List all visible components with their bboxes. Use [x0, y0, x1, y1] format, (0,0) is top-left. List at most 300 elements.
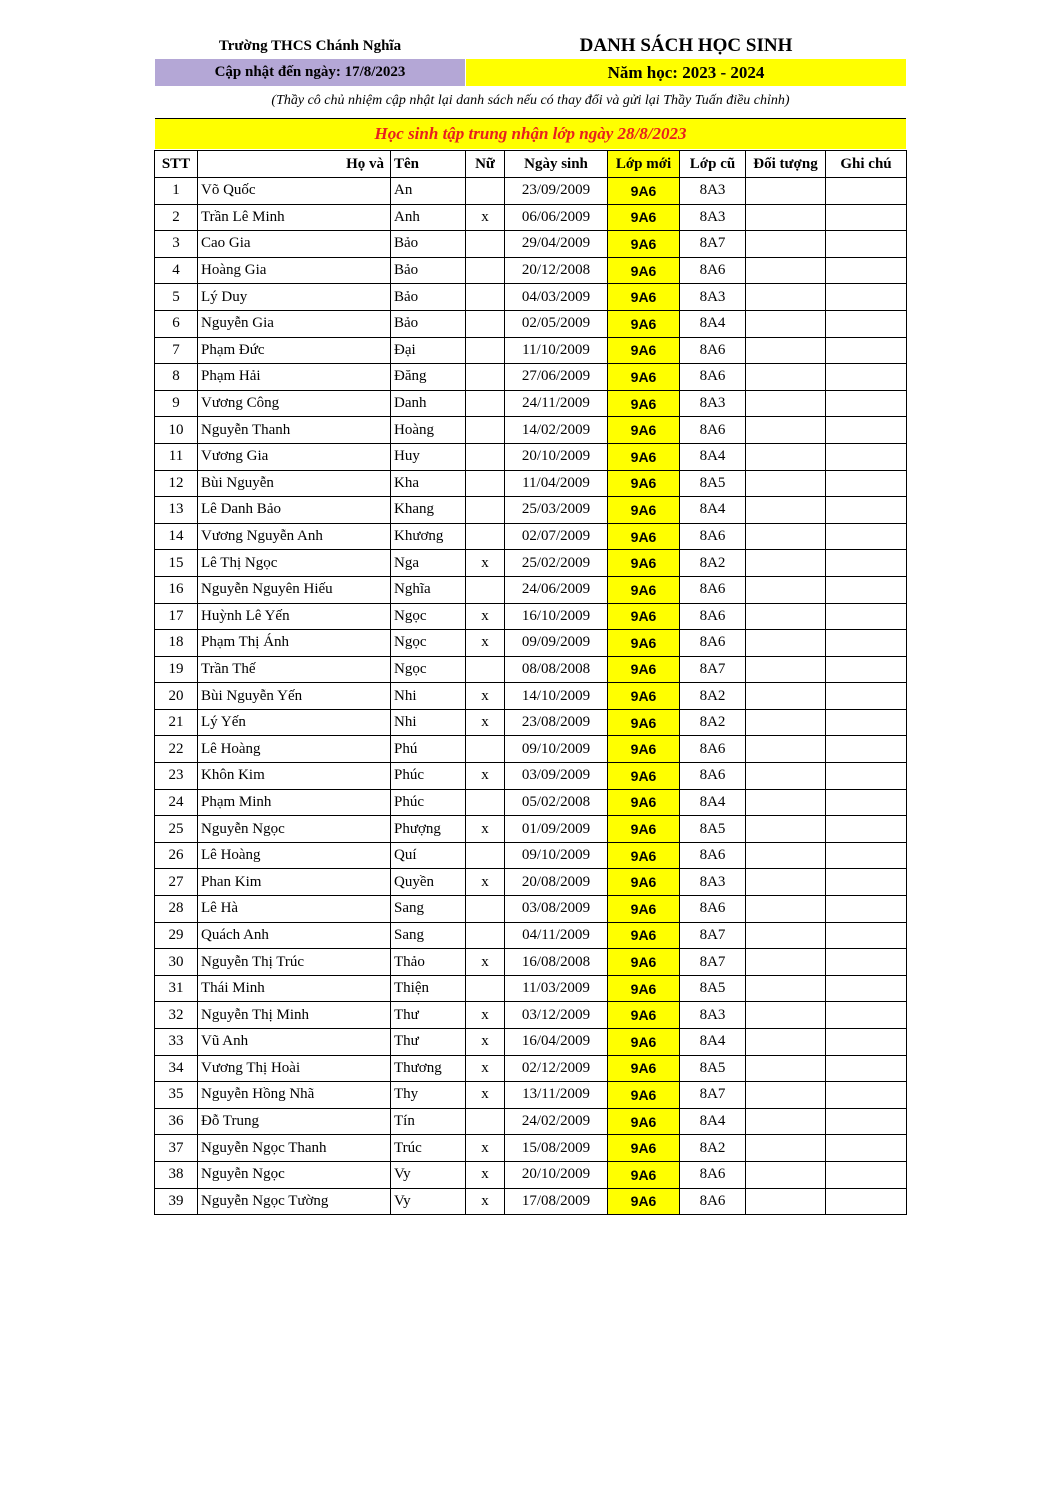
cell-doi-tuong	[746, 523, 826, 550]
cell-nu	[466, 390, 505, 417]
cell-ngay-sinh: 08/08/2008	[505, 656, 608, 683]
cell-stt: 37	[155, 1135, 198, 1162]
cell-lop-cu: 8A5	[680, 816, 746, 843]
cell-stt: 13	[155, 497, 198, 524]
cell-lop-moi: 9A6	[608, 1055, 680, 1082]
table-row	[155, 178, 907, 205]
cell-stt: 31	[155, 975, 198, 1002]
cell-doi-tuong	[746, 497, 826, 524]
cell-lop-moi: 9A6	[608, 816, 680, 843]
cell-nu: x	[466, 949, 505, 976]
cell-lop-cu: 8A6	[680, 523, 746, 550]
cell-ho: Lê Hoàng	[198, 842, 391, 869]
cell-nu	[466, 842, 505, 869]
cell-ngay-sinh: 23/08/2009	[505, 709, 608, 736]
cell-doi-tuong	[746, 736, 826, 763]
assembly-banner: Học sinh tập trung nhận lớp ngày 28/8/2023	[155, 118, 906, 149]
table-row	[155, 417, 907, 444]
cell-nu: x	[466, 709, 505, 736]
cell-ghi-chu	[826, 630, 907, 657]
cell-nu: x	[466, 1135, 505, 1162]
cell-ghi-chu	[826, 789, 907, 816]
cell-doi-tuong	[746, 257, 826, 284]
cell-lop-cu: 8A6	[680, 1161, 746, 1188]
cell-ten: Bảo	[391, 310, 466, 337]
cell-lop-moi: 9A6	[608, 842, 680, 869]
cell-ngay-sinh: 06/06/2009	[505, 204, 608, 231]
cell-stt: 32	[155, 1002, 198, 1029]
cell-stt: 23	[155, 763, 198, 790]
cell-ghi-chu	[826, 656, 907, 683]
table-row	[155, 284, 907, 311]
cell-ho: Khôn Kim	[198, 763, 391, 790]
cell-ngay-sinh: 04/11/2009	[505, 922, 608, 949]
cell-doi-tuong	[746, 1135, 826, 1162]
cell-lop-moi: 9A6	[608, 417, 680, 444]
cell-ghi-chu	[826, 1135, 907, 1162]
cell-lop-moi: 9A6	[608, 231, 680, 258]
cell-lop-moi: 9A6	[608, 364, 680, 391]
cell-ho: Vương Gia	[198, 443, 391, 470]
cell-ngay-sinh: 11/03/2009	[505, 975, 608, 1002]
cell-stt: 5	[155, 284, 198, 311]
cell-doi-tuong	[746, 683, 826, 710]
cell-ghi-chu	[826, 470, 907, 497]
cell-lop-moi: 9A6	[608, 789, 680, 816]
cell-ngay-sinh: 24/06/2009	[505, 576, 608, 603]
cell-ngay-sinh: 03/09/2009	[505, 763, 608, 790]
cell-ngay-sinh: 02/12/2009	[505, 1055, 608, 1082]
cell-lop-moi: 9A6	[608, 922, 680, 949]
cell-ten: Hoàng	[391, 417, 466, 444]
cell-ngay-sinh: 02/05/2009	[505, 310, 608, 337]
cell-stt: 3	[155, 231, 198, 258]
cell-ngay-sinh: 20/08/2009	[505, 869, 608, 896]
cell-stt: 33	[155, 1029, 198, 1056]
cell-lop-cu: 8A6	[680, 630, 746, 657]
cell-doi-tuong	[746, 789, 826, 816]
cell-nu	[466, 497, 505, 524]
cell-ten: Thiện	[391, 975, 466, 1002]
cell-stt: 8	[155, 364, 198, 391]
cell-doi-tuong	[746, 284, 826, 311]
cell-ten: Thy	[391, 1082, 466, 1109]
update-note: (Thầy cô chủ nhiệm cập nhật lại danh sách nếu có thay đổi và gửi lại Thầy Tuấn điều chỉnh)	[271, 93, 790, 108]
cell-lop-moi: 9A6	[608, 763, 680, 790]
cell-stt: 11	[155, 443, 198, 470]
cell-lop-cu: 8A6	[680, 896, 746, 923]
cell-ngay-sinh: 02/07/2009	[505, 523, 608, 550]
cell-ten: Thương	[391, 1055, 466, 1082]
cell-ho: Nguyễn Ngọc	[198, 816, 391, 843]
table-row	[155, 656, 907, 683]
cell-lop-moi: 9A6	[608, 497, 680, 524]
table-row	[155, 1161, 907, 1188]
cell-nu: x	[466, 1161, 505, 1188]
cell-doi-tuong	[746, 178, 826, 205]
cell-ho: Lê Hà	[198, 896, 391, 923]
cell-ten: An	[391, 178, 466, 205]
table-row	[155, 1082, 907, 1109]
cell-nu	[466, 896, 505, 923]
cell-ghi-chu	[826, 709, 907, 736]
cell-ho: Cao Gia	[198, 231, 391, 258]
table-row	[155, 443, 907, 470]
cell-ghi-chu	[826, 550, 907, 577]
table-row	[155, 470, 907, 497]
cell-ten: Thư	[391, 1002, 466, 1029]
cell-ho: Vương Thị Hoài	[198, 1055, 391, 1082]
cell-ngay-sinh: 20/12/2008	[505, 257, 608, 284]
cell-ho: Nguyễn Gia	[198, 310, 391, 337]
cell-lop-cu: 8A3	[680, 869, 746, 896]
cell-ten: Quyền	[391, 869, 466, 896]
cell-lop-cu: 8A3	[680, 1002, 746, 1029]
cell-stt: 38	[155, 1161, 198, 1188]
cell-lop-cu: 8A4	[680, 1029, 746, 1056]
cell-stt: 26	[155, 842, 198, 869]
cell-lop-moi: 9A6	[608, 576, 680, 603]
cell-stt: 7	[155, 337, 198, 364]
cell-ghi-chu	[826, 603, 907, 630]
cell-ten: Bảo	[391, 257, 466, 284]
table-row	[155, 896, 907, 923]
cell-ho: Phạm Đức	[198, 337, 391, 364]
cell-ten: Danh	[391, 390, 466, 417]
cell-doi-tuong	[746, 1161, 826, 1188]
cell-ten: Sang	[391, 896, 466, 923]
cell-doi-tuong	[746, 975, 826, 1002]
table-row	[155, 709, 907, 736]
table-row	[155, 630, 907, 657]
cell-ten: Bảo	[391, 284, 466, 311]
cell-lop-cu: 8A4	[680, 497, 746, 524]
cell-ghi-chu	[826, 763, 907, 790]
table-row	[155, 204, 907, 231]
table-row	[155, 1135, 907, 1162]
cell-nu	[466, 576, 505, 603]
cell-ngay-sinh: 27/06/2009	[505, 364, 608, 391]
table-row	[155, 257, 907, 284]
cell-ten: Huy	[391, 443, 466, 470]
cell-lop-moi: 9A6	[608, 736, 680, 763]
cell-ho: Nguyễn Thị Trúc	[198, 949, 391, 976]
cell-ten: Phú	[391, 736, 466, 763]
cell-lop-moi: 9A6	[608, 709, 680, 736]
cell-ho: Quách Anh	[198, 922, 391, 949]
cell-ten: Vy	[391, 1161, 466, 1188]
cell-ho: Lê Danh Bảo	[198, 497, 391, 524]
cell-stt: 28	[155, 896, 198, 923]
cell-ho: Lý Duy	[198, 284, 391, 311]
cell-nu	[466, 789, 505, 816]
cell-stt: 20	[155, 683, 198, 710]
cell-ho: Nguyễn Thị Minh	[198, 1002, 391, 1029]
cell-lop-cu: 8A7	[680, 949, 746, 976]
cell-ten: Ngọc	[391, 656, 466, 683]
cell-ghi-chu	[826, 257, 907, 284]
cell-ghi-chu	[826, 1188, 907, 1215]
cell-ho: Lê Thị Ngọc	[198, 550, 391, 577]
cell-doi-tuong	[746, 816, 826, 843]
cell-lop-cu: 8A7	[680, 656, 746, 683]
cell-lop-cu: 8A7	[680, 1082, 746, 1109]
cell-doi-tuong	[746, 1029, 826, 1056]
cell-nu: x	[466, 1082, 505, 1109]
cell-lop-moi: 9A6	[608, 869, 680, 896]
table-row	[155, 576, 907, 603]
cell-nu: x	[466, 1002, 505, 1029]
cell-nu: x	[466, 204, 505, 231]
cell-lop-cu: 8A2	[680, 1135, 746, 1162]
cell-lop-moi: 9A6	[608, 975, 680, 1002]
cell-ghi-chu	[826, 842, 907, 869]
cell-nu	[466, 523, 505, 550]
cell-lop-cu: 8A6	[680, 842, 746, 869]
cell-doi-tuong	[746, 470, 826, 497]
cell-ten: Khương	[391, 523, 466, 550]
cell-ngay-sinh: 03/12/2009	[505, 1002, 608, 1029]
cell-ho: Nguyễn Hồng Nhã	[198, 1082, 391, 1109]
cell-ghi-chu	[826, 497, 907, 524]
cell-ten: Anh	[391, 204, 466, 231]
cell-lop-moi: 9A6	[608, 1108, 680, 1135]
cell-stt: 16	[155, 576, 198, 603]
cell-lop-moi: 9A6	[608, 470, 680, 497]
cell-ghi-chu	[826, 364, 907, 391]
cell-ghi-chu	[826, 576, 907, 603]
cell-stt: 27	[155, 869, 198, 896]
cell-ho: Thái Minh	[198, 975, 391, 1002]
cell-doi-tuong	[746, 709, 826, 736]
cell-ho: Phạm Thị Ánh	[198, 630, 391, 657]
cell-lop-moi: 9A6	[608, 390, 680, 417]
cell-doi-tuong	[746, 656, 826, 683]
header-nu: Nữ	[466, 151, 505, 178]
cell-ho: Lý Yến	[198, 709, 391, 736]
cell-ghi-chu	[826, 523, 907, 550]
school-name: Trường THCS Chánh Nghĩa	[218, 38, 402, 54]
cell-ten: Bảo	[391, 231, 466, 258]
cell-ngay-sinh: 17/08/2009	[505, 1188, 608, 1215]
cell-stt: 25	[155, 816, 198, 843]
cell-stt: 39	[155, 1188, 198, 1215]
cell-lop-cu: 8A6	[680, 337, 746, 364]
cell-lop-cu: 8A4	[680, 1108, 746, 1135]
cell-stt: 30	[155, 949, 198, 976]
table-row	[155, 523, 907, 550]
cell-lop-cu: 8A5	[680, 470, 746, 497]
header-lop-moi: Lớp mới	[608, 151, 680, 178]
cell-doi-tuong	[746, 922, 826, 949]
cell-lop-cu: 8A4	[680, 443, 746, 470]
cell-stt: 9	[155, 390, 198, 417]
table-row	[155, 922, 907, 949]
cell-ho: Lê Hoàng	[198, 736, 391, 763]
cell-ngay-sinh: 03/08/2009	[505, 896, 608, 923]
cell-ten: Thảo	[391, 949, 466, 976]
cell-nu: x	[466, 630, 505, 657]
cell-ten: Ngọc	[391, 603, 466, 630]
cell-lop-moi: 9A6	[608, 284, 680, 311]
updated-date: Cập nhật đến ngày: 17/8/2023	[155, 59, 465, 86]
cell-ho: Phan Kim	[198, 869, 391, 896]
cell-stt: 34	[155, 1055, 198, 1082]
cell-ho: Phạm Minh	[198, 789, 391, 816]
cell-nu: x	[466, 683, 505, 710]
table-row	[155, 869, 907, 896]
school-year: Năm học: 2023 - 2024	[466, 59, 906, 86]
cell-lop-moi: 9A6	[608, 1135, 680, 1162]
cell-nu: x	[466, 603, 505, 630]
cell-nu: x	[466, 1055, 505, 1082]
table-row	[155, 1029, 907, 1056]
cell-ghi-chu	[826, 1029, 907, 1056]
cell-lop-cu: 8A6	[680, 763, 746, 790]
cell-nu	[466, 178, 505, 205]
cell-ten: Phúc	[391, 789, 466, 816]
cell-ngay-sinh: 25/03/2009	[505, 497, 608, 524]
cell-doi-tuong	[746, 1055, 826, 1082]
cell-ghi-chu	[826, 1082, 907, 1109]
cell-stt: 12	[155, 470, 198, 497]
table-row	[155, 310, 907, 337]
cell-lop-cu: 8A4	[680, 310, 746, 337]
cell-doi-tuong	[746, 603, 826, 630]
cell-doi-tuong	[746, 842, 826, 869]
cell-stt: 15	[155, 550, 198, 577]
table-row	[155, 390, 907, 417]
table-row	[155, 1188, 907, 1215]
cell-ho: Nguyễn Ngọc Tường	[198, 1188, 391, 1215]
cell-stt: 2	[155, 204, 198, 231]
cell-nu	[466, 443, 505, 470]
cell-ho: Nguyễn Thanh	[198, 417, 391, 444]
table-row	[155, 975, 907, 1002]
table-row	[155, 497, 907, 524]
cell-nu	[466, 922, 505, 949]
cell-lop-cu: 8A6	[680, 576, 746, 603]
cell-nu	[466, 1108, 505, 1135]
header-ngay-sinh: Ngày sinh	[505, 151, 608, 178]
cell-ghi-chu	[826, 284, 907, 311]
cell-stt: 21	[155, 709, 198, 736]
cell-ho: Vương Nguyễn Anh	[198, 523, 391, 550]
cell-ho: Hoàng Gia	[198, 257, 391, 284]
cell-nu	[466, 231, 505, 258]
cell-nu: x	[466, 763, 505, 790]
cell-ghi-chu	[826, 231, 907, 258]
cell-doi-tuong	[746, 869, 826, 896]
cell-ghi-chu	[826, 310, 907, 337]
cell-ghi-chu	[826, 390, 907, 417]
cell-ho: Vương Công	[198, 390, 391, 417]
cell-ngay-sinh: 16/04/2009	[505, 1029, 608, 1056]
cell-ho: Huỳnh Lê Yến	[198, 603, 391, 630]
cell-nu	[466, 736, 505, 763]
cell-lop-cu: 8A6	[680, 1188, 746, 1215]
cell-doi-tuong	[746, 1082, 826, 1109]
cell-ghi-chu	[826, 1055, 907, 1082]
cell-ghi-chu	[826, 178, 907, 205]
cell-ghi-chu	[826, 922, 907, 949]
table-row	[155, 1055, 907, 1082]
cell-ngay-sinh: 11/10/2009	[505, 337, 608, 364]
cell-stt: 24	[155, 789, 198, 816]
cell-doi-tuong	[746, 310, 826, 337]
table-row	[155, 550, 907, 577]
header-ho: Họ và	[198, 151, 391, 178]
cell-ho: Nguyễn Ngọc	[198, 1161, 391, 1188]
cell-lop-moi: 9A6	[608, 443, 680, 470]
cell-nu	[466, 470, 505, 497]
cell-ghi-chu	[826, 975, 907, 1002]
cell-ghi-chu	[826, 736, 907, 763]
cell-ten: Đại	[391, 337, 466, 364]
cell-stt: 14	[155, 523, 198, 550]
cell-lop-cu: 8A4	[680, 789, 746, 816]
cell-lop-moi: 9A6	[608, 1161, 680, 1188]
cell-ten: Đăng	[391, 364, 466, 391]
cell-ngay-sinh: 14/10/2009	[505, 683, 608, 710]
cell-ngay-sinh: 05/02/2008	[505, 789, 608, 816]
cell-ngay-sinh: 16/08/2008	[505, 949, 608, 976]
cell-ten: Nhi	[391, 709, 466, 736]
cell-doi-tuong	[746, 896, 826, 923]
cell-lop-cu: 8A6	[680, 257, 746, 284]
cell-lop-moi: 9A6	[608, 257, 680, 284]
cell-nu	[466, 284, 505, 311]
cell-ngay-sinh: 13/11/2009	[505, 1082, 608, 1109]
cell-stt: 4	[155, 257, 198, 284]
cell-ngay-sinh: 14/02/2009	[505, 417, 608, 444]
cell-ho: Đỗ Trung	[198, 1108, 391, 1135]
cell-stt: 22	[155, 736, 198, 763]
cell-stt: 6	[155, 310, 198, 337]
cell-ten: Phúc	[391, 763, 466, 790]
cell-ho: Nguyễn Nguyên Hiếu	[198, 576, 391, 603]
cell-lop-cu: 8A3	[680, 178, 746, 205]
cell-ghi-chu	[826, 417, 907, 444]
cell-ghi-chu	[826, 1161, 907, 1188]
cell-lop-moi: 9A6	[608, 178, 680, 205]
header-doi-tuong: Đối tượng	[746, 151, 826, 178]
cell-lop-cu: 8A3	[680, 204, 746, 231]
cell-ngay-sinh: 20/10/2009	[505, 443, 608, 470]
cell-stt: 1	[155, 178, 198, 205]
cell-ghi-chu	[826, 204, 907, 231]
table-row	[155, 736, 907, 763]
cell-ghi-chu	[826, 869, 907, 896]
cell-lop-cu: 8A6	[680, 364, 746, 391]
cell-ghi-chu	[826, 683, 907, 710]
cell-ngay-sinh: 09/09/2009	[505, 630, 608, 657]
cell-ngay-sinh: 11/04/2009	[505, 470, 608, 497]
table-row	[155, 337, 907, 364]
cell-ten: Trúc	[391, 1135, 466, 1162]
cell-ten: Nga	[391, 550, 466, 577]
cell-ho: Phạm Hải	[198, 364, 391, 391]
cell-doi-tuong	[746, 1108, 826, 1135]
cell-lop-cu: 8A6	[680, 736, 746, 763]
cell-lop-moi: 9A6	[608, 1002, 680, 1029]
cell-ten: Vy	[391, 1188, 466, 1215]
cell-ten: Khang	[391, 497, 466, 524]
cell-ho: Trần Thế	[198, 656, 391, 683]
table-row	[155, 1002, 907, 1029]
cell-stt: 10	[155, 417, 198, 444]
cell-lop-moi: 9A6	[608, 683, 680, 710]
